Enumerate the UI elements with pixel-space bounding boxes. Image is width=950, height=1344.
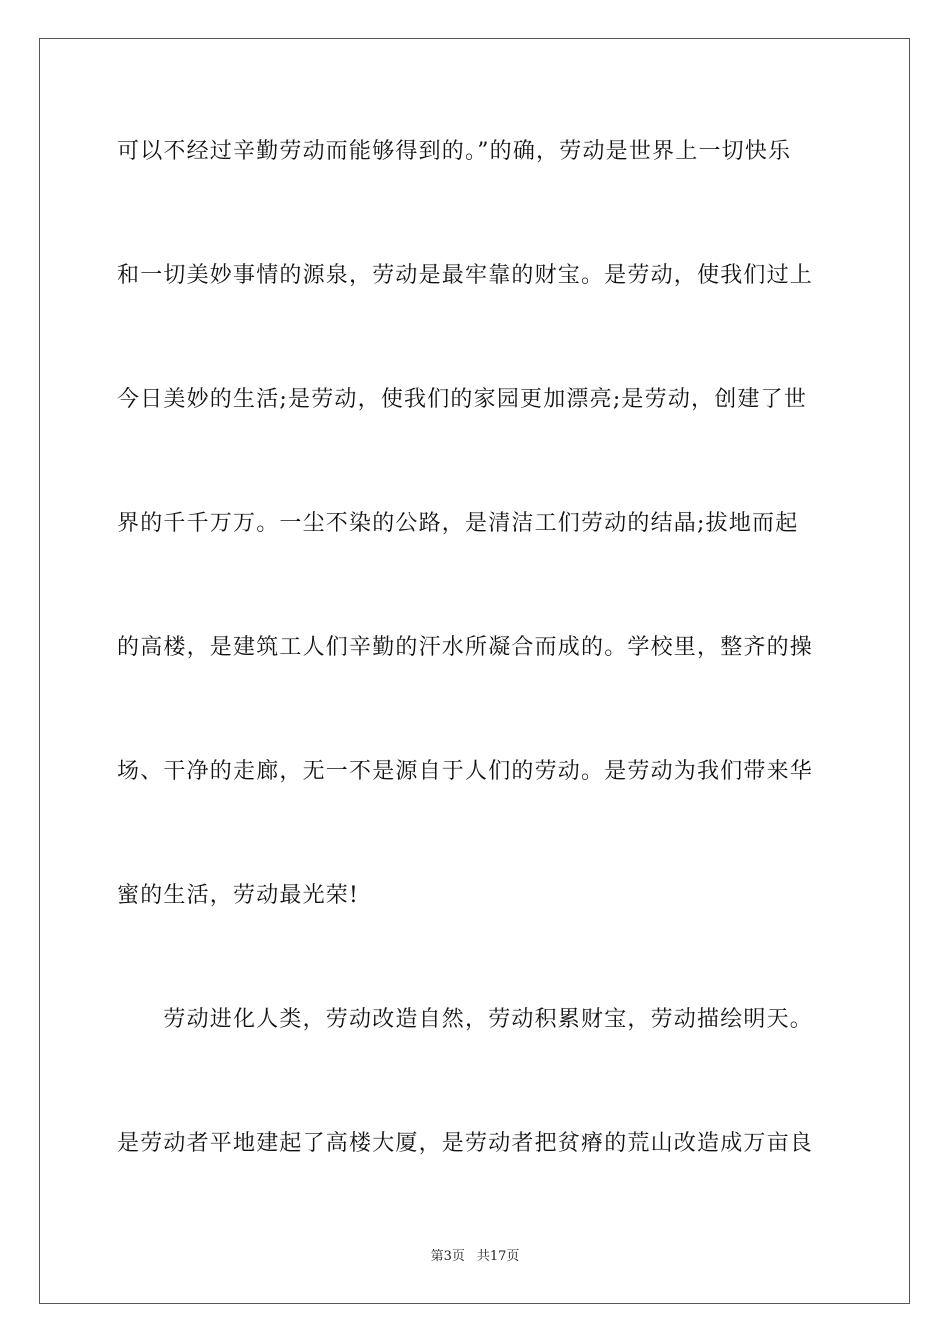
text-line: 和一切美妙事情的源泉，劳动是最牢靠的财宝。是劳动，使我们过上 xyxy=(117,263,814,288)
text-line: 的高楼，是建筑工人们辛勤的汗水所凝合而成的。学校里，整齐的操 xyxy=(117,635,814,660)
text-line: 是劳动者平地建起了高楼大厦，是劳动者把贫瘠的荒山改造成万亩良 xyxy=(117,1131,814,1156)
text-line: 可以不经过辛勤劳动而能够得到的。”的确，劳动是世界上一切快乐 xyxy=(117,139,792,164)
page-footer xyxy=(0,1248,950,1266)
page-border xyxy=(39,38,910,1304)
text-line: 场、干净的走廊，无一不是源自于人们的劳动。是劳动为我们带来华 xyxy=(117,759,814,784)
page-total: 共17页 xyxy=(476,1249,520,1264)
text-line: 今日美妙的生活;是劳动，使我们的家园更加漂亮;是劳动，创建了世 xyxy=(117,387,808,412)
text-line: 界的千千万万。一尘不染的公路，是清洁工们劳动的结晶;拔地而起 xyxy=(117,511,799,536)
text-line: 劳动进化人类，劳动改造自然，劳动积累财宝，劳动描绘明天。 xyxy=(117,1007,814,1032)
page-number: 第3页 xyxy=(430,1249,465,1264)
text-line: 蜜的生活，劳动最光荣! xyxy=(117,883,360,908)
